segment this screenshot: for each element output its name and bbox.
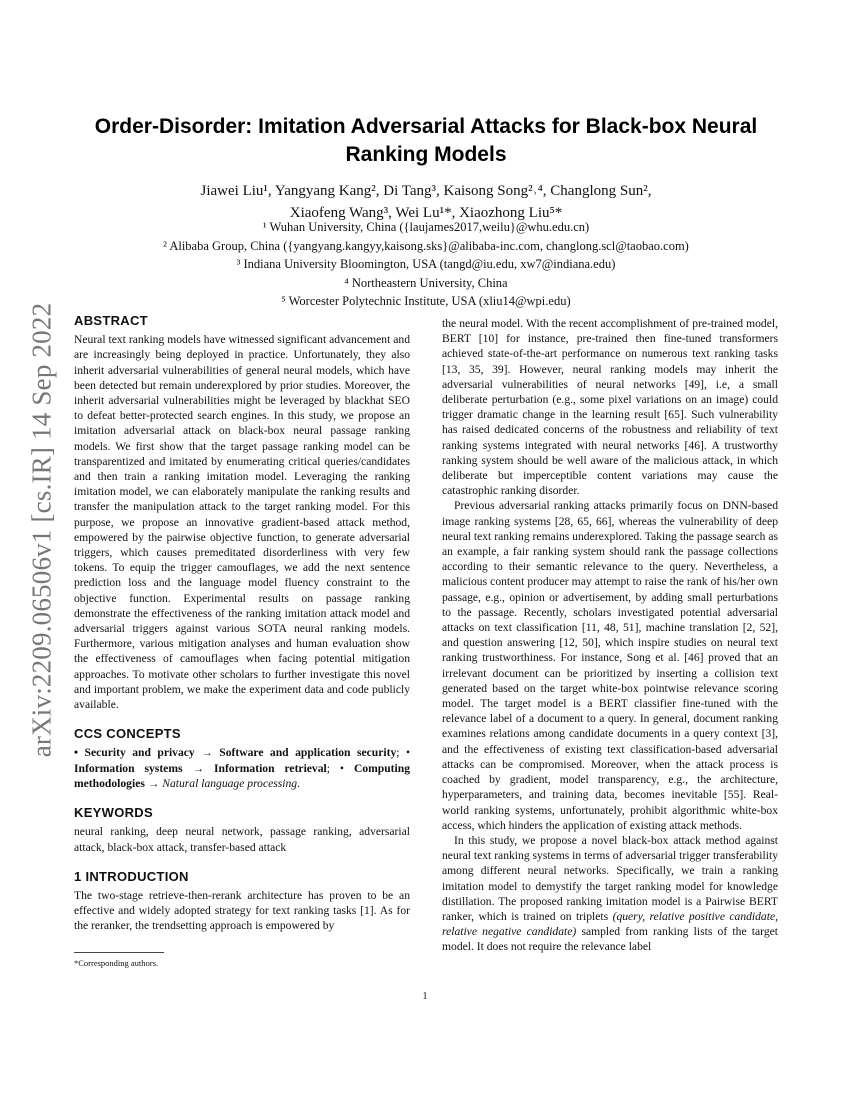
- affiliation-list: [75, 218, 777, 311]
- keywords-heading: KEYWORDS: [74, 805, 153, 821]
- page-number: 1: [422, 991, 428, 1002]
- authors-line-2: Xiaofeng Wang³, Wei Lu¹*, Xiaozhong Liu⁵*: [289, 205, 563, 221]
- ccs-text: • Security and privacy → Software and application security; • Information systems → Information retrieval; • Computing methodologies → Natural language processing.: [74, 746, 411, 790]
- introduction-heading: 1 INTRODUCTION: [74, 868, 189, 884]
- body-paragraph-1: the neural model. With the recent accomplishment of pre-trained model, BERT [10] for instance, pre-trained then fine-tuned transformers achieved state-of-the-art performance on numerous text ranking tasks [13, 35, 39]. However, neural ranking models may inherit the adversarial vulnerabilities of neural networks [49], i.e, a small deliberate perturbation (e.g., some pixel variations on an image) could trigger dramatic change in the learning result [65]. Such vulnerability has raised dedicated concerns of the robustness and reliability of text ranking systems integrated with neural networks [46]. A trustworthy ranking system should be well aware of the malicious attack, in which deliberate but imperceptible content variations may cause the catastrophic ranking disorder.: [442, 317, 778, 498]
- ccs-heading: CCS CONCEPTS: [74, 726, 181, 742]
- footnote-divider: [74, 952, 164, 953]
- introduction-section: [74, 869, 410, 934]
- affiliation-1: ¹ Wuhan University, China ({laujames2017,weilu}@whu.edu.cn): [262, 220, 590, 234]
- body-paragraph-3: In this study, we propose a novel black-box attack method against neural text ranking systems in terms of adversarial trigger transferability among different neural networks. Specifically, we train a ranking imitation model to demystify the target ranking model for knowledge distillation. The proposed ranking imitation model is a Pairwise BERT ranker, which is trained on triplets (query, relative positive candidate, relative negative candidate) sampled from ranking lists of the target model. It does not require the relevance label: [442, 833, 778, 954]
- abstract-heading: ABSTRACT: [74, 313, 148, 328]
- affiliation-2: ² Alibaba Group, China ({yangyang.kangyy,kaisong.sks}@alibaba-inc.com, changlong.scl@taobao.com): [163, 238, 689, 253]
- keywords-section: [74, 805, 410, 855]
- abstract-text: Neural text ranking models have witnessed significant advancement and are increasingly being deployed in practice. Unfortunately, they also inherit adversarial vulnerabilities of general neural models, which have been detected but remain underexplored by prior studies. Moreover, the inherit adversarial vulnerabilities might be leveraged by blackhat SEO to defeat better-protected search engines. In this study, we propose an imitation adversarial attack on black-box neural passage ranking models. We first show that the target passage ranking model can be transparentized and imitated by enumerating critical queries/candidates and then train a ranking imitation model. Leveraging the ranking imitation model, we can elaborately manipulate the ranking results and transfer the manipulation attack to the target ranking model. For this purpose, we propose an innovative gradient-based attack method, empowered by the pairwise objective function, to generate adversarial triggers, which causes premeditated disorderliness with very few tokens. To equip the trigger camouflages, we add the next sentence prediction loss and the language model fluency constraint to the objective function. Experimental results on passage ranking demonstrate the effectiveness of the ranking imitation attack model and adversarial triggers against various SOTA neural ranking models. Furthermore, various mitigation analyses and human evaluation show the effectiveness of camouflages when facing potential mitigation approaches. To motivate other scholars to further investigate this novel and important problem, we make the experiment data and code publicly available.: [74, 333, 410, 712]
- right-column: [442, 316, 778, 955]
- arxiv-stamp: [22, 290, 62, 770]
- introduction-text: The two-stage retrieve-then-rerank architecture has proven to be an effective and widely adopted strategy for text ranking tasks [1]. As for the reranker, the trendsetting approach is empowered by: [74, 888, 410, 933]
- affiliation-5: ⁵ Worcester Polytechnic Institute, USA (xliu14@wpi.edu): [281, 294, 571, 308]
- footnote: *Corresponding authors.: [74, 957, 159, 968]
- arxiv-id-text: arXiv:2209.06506v1 [cs.IR] 14 Sep 2022: [26, 302, 57, 758]
- left-column: [74, 313, 410, 971]
- affiliation-3: ³ Indiana University Bloomington, USA (tangd@iu.edu, xw7@indiana.edu): [236, 257, 616, 271]
- paper-title: Order-Disorder: Imitation Adversarial Attacks for Black-box Neural Ranking Models: [94, 115, 758, 166]
- ccs-section: [74, 726, 410, 791]
- authors-line-1: Jiawei Liu¹, Yangyang Kang², Di Tang³, Kaisong Song²˒⁴, Changlong Sun²,: [200, 183, 652, 199]
- keywords-text: neural ranking, deep neural network, passage ranking, adversarial attack, black-box attack, transfer-based attack: [74, 825, 410, 854]
- body-paragraph-2: Previous adversarial ranking attacks primarily focus on DNN-based image ranking systems [28, 65, 66], whereas the vulnerability of deep neural text ranking remains underexplored. Taking the passage search as an example, a fair ranking system should rank the passage collections according to their semantic relevance to the query. Nevertheless, a malicious content producer may attempt to raise the rank of his/her own passage, e.g., opinion or advertisement, by adding small perturbations to the passage. Recently, scholars investigated potential adversarial attacks on text classification [11, 48, 51], machine translation [2, 52], and question answering [12, 50], which inspire studies on neural text ranking trustworthiness. For instance, Song et al. [46] proved that an irrelevant document can be prioritized by inserting a collision text generated based on the target white-box pointwise relevance scoring model. The target model is a BERT classifier fine-tuned with the relevance label of a document to a query. In general, document ranking examines relations among candidate documents in a query context [3], and the effectiveness of existing text classification-based adversarial attacks can be compromised. Moreover, when the attack process is coached by gradient, model transparency, e.g., the architecture, hyperparameters, and training data, becomes inevitable [55]. Real-world ranking systems, unfortunately, prohibit algorithmic white-box access, which hinders the application of existing attack methods.: [442, 499, 778, 832]
- affiliation-4: ⁴ Northeastern University, China: [344, 275, 508, 290]
